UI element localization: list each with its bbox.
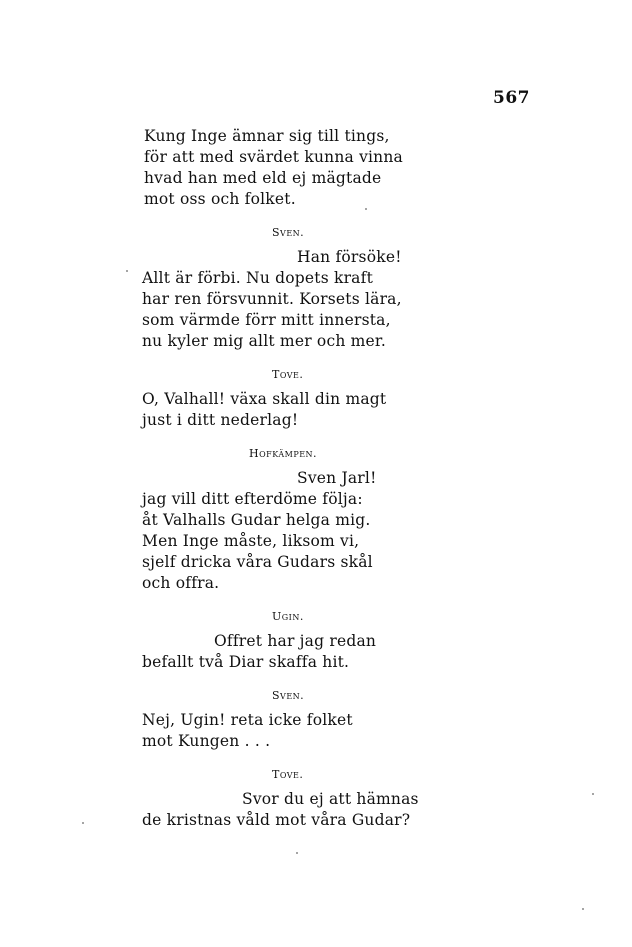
print-speck bbox=[582, 908, 584, 910]
speaker-name: Sven. bbox=[272, 689, 305, 702]
verse-line: och offra. bbox=[142, 574, 220, 592]
verse-line: Offret har jag redan bbox=[214, 632, 377, 650]
verse-line: just i ditt nederlag! bbox=[142, 411, 299, 429]
speaker-name: Hofkämpen. bbox=[249, 447, 318, 460]
speaker-name: Tove. bbox=[272, 368, 304, 381]
verse-line: hvad han med eld ej mägtade bbox=[144, 169, 382, 187]
print-speck bbox=[296, 852, 298, 854]
verse-line: Han försöke! bbox=[297, 248, 402, 266]
verse-line: har ren försvunnit. Korsets lära, bbox=[142, 290, 402, 308]
print-speck bbox=[126, 270, 128, 272]
verse-line: Kung Inge ämnar sig till tings, bbox=[144, 127, 390, 145]
verse-line: Nej, Ugin! reta icke folket bbox=[142, 711, 353, 729]
verse-line: O, Valhall! växa skall din magt bbox=[142, 390, 387, 408]
verse-line: Allt är förbi. Nu dopets kraft bbox=[142, 269, 373, 287]
speaker-name: Sven. bbox=[272, 226, 305, 239]
page-number: 567 bbox=[493, 88, 530, 108]
verse-line: befallt två Diar skaffa hit. bbox=[142, 653, 350, 671]
speaker-name: Tove. bbox=[272, 768, 304, 781]
verse-line: för att med svärdet kunna vinna bbox=[144, 148, 403, 166]
verse-line: åt Valhalls Gudar helga mig. bbox=[142, 511, 371, 529]
print-speck bbox=[592, 793, 594, 795]
speaker-name: Ugin. bbox=[272, 610, 304, 623]
verse-line: som värmde förr mitt innersta, bbox=[142, 311, 391, 329]
verse-line: jag vill ditt efterdöme följa: bbox=[142, 490, 363, 508]
verse-line: Svor du ej att hämnas bbox=[242, 790, 419, 808]
verse-line: Men Inge måste, liksom vi, bbox=[142, 532, 360, 550]
verse-line: de kristnas våld mot våra Gudar? bbox=[142, 811, 411, 829]
verse-line: mot oss och folket. bbox=[144, 190, 296, 208]
print-speck bbox=[365, 208, 367, 210]
verse-line: Sven Jarl! bbox=[297, 469, 377, 487]
verse-line: mot Kungen . . . bbox=[142, 732, 271, 750]
print-speck bbox=[82, 822, 84, 824]
verse-line: sjelf dricka våra Gudars skål bbox=[142, 553, 373, 571]
verse-line: nu kyler mig allt mer och mer. bbox=[142, 332, 386, 350]
